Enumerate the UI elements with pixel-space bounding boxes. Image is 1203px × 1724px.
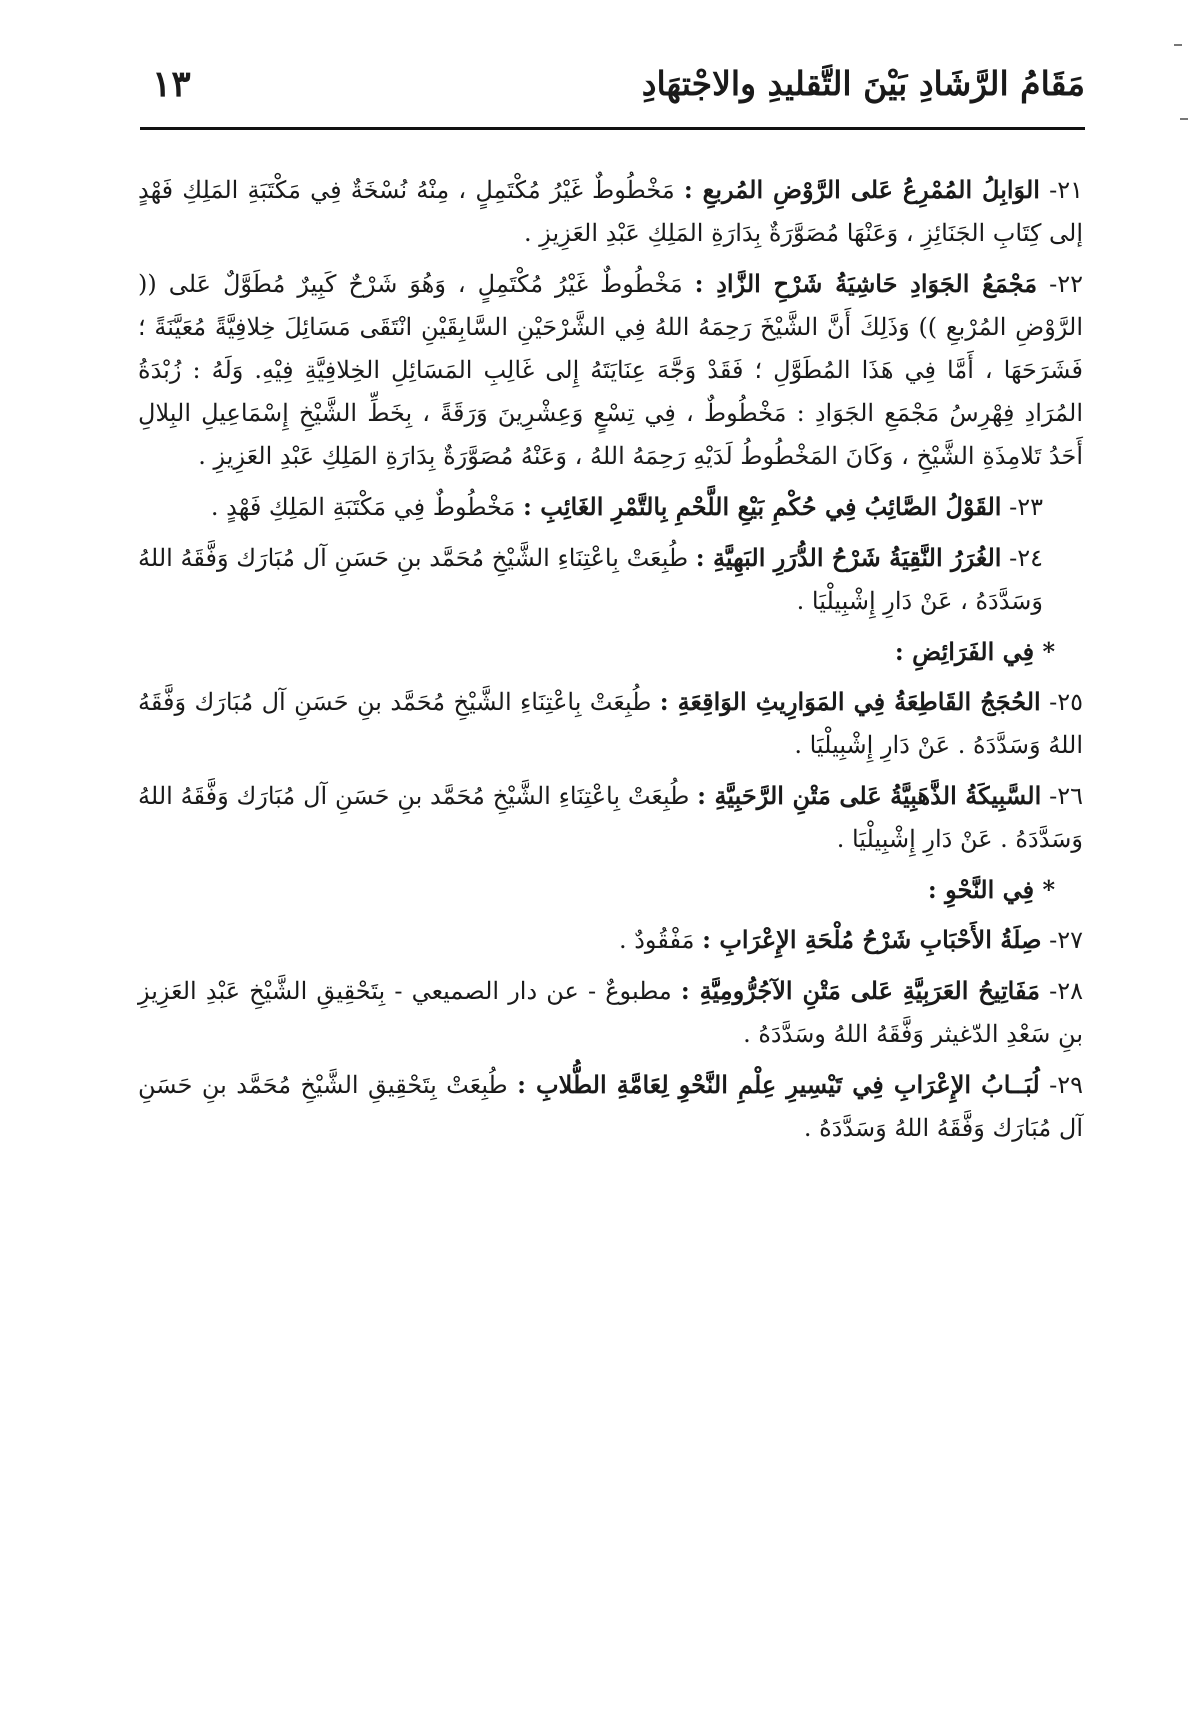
bibliography-entry [138,1063,1083,1150]
entry-description: مَخْطُوطٌ فِي مَكْتَبَةِ المَلِكِ فَهْدٍ . [210,493,516,521]
entry-title: الغُرَرُ النَّقِيَةُ شَرْحُ الدُّرَرِ البَهِيَّةِ : [695,543,1002,572]
entry-number: ٢٥- [1049,688,1083,716]
entry-description: مَفْقُودٌ . [618,926,695,954]
page-header [140,56,1085,120]
entry-title: الوَابِلُ المُمْرِعُ عَلى الرَّوْضِ المُربعِ : [683,175,1040,204]
running-title: مَقَامُ الرَّشَادِ بَيْنَ التَّقليدِ والاجْتهَادِ [641,64,1085,103]
bibliography-entry [138,262,1083,478]
entry-title: صِلَةُ الأَحْبَابِ شَرْحُ مُلْحَةِ الإِعْرَابِ : [702,925,1042,954]
entry-description: طُبِعَتْ بِتَحْقِيقِ الشَّيْخِ مُحَمَّد بنِ حَسَنِ آل مُبَارَك وَفَّقَهُ اللهُ وَسَدَّدَهُ . [138,1071,1083,1142]
bibliography-entry [138,774,1083,861]
bibliography-entry [138,680,1083,767]
entry-number: ٢١- [1049,176,1083,204]
section-heading-nahw: * فِي النَّحْوِ : [927,875,1055,904]
entry-title: مَجْمَعُ الجَوَادِ حَاشِيَةُ شَرْحِ الزَّادِ : [694,269,1038,298]
entry-description: طُبِعَتْ بِاعْتِنَاءِ الشَّيْخِ مُحَمَّد بنِ حَسَنِ آل مُبَارَك وَفَّقَهُ اللهُ وَسَدَّدَهُ ، عَنْ دَارِ إِشْبِيلْيَا . [138,544,1043,615]
entry-number: ٢٩- [1049,1071,1083,1099]
entry-number: ٢٣- [1009,493,1043,521]
entry-description: مَخْطُوطٌ غَيْرُ مُكْتَمِلٍ ، مِنْهُ نُسْخَةٌ فِي مَكْتَبَةِ المَلِكِ فَهْدٍ إلى كِتَابِ الجَنَائِزِ ، وَعَنْهَا مُصَوَّرَةٌ بِدَارَةِ المَلِكِ عَبْدِ العَزِيزِ . [138,176,1083,247]
bibliography-entry [138,168,1083,255]
page-number: ١٣ [152,63,191,105]
entry-number: ٢٦- [1049,782,1083,810]
bibliography-entry [138,536,1083,623]
entry-description: مَخْطُوطٌ غَيْرُ مُكْتَمِلٍ ، وَهُوَ شَرْحٌ كَبِيرٌ مُطَوَّلٌ عَلى (( الرَّوْضِ المُرْبعِ )) وَذَلِكَ أَنَّ الشَّيْخَ رَحِمَهُ اللهُ فِي الشَّرْحَيْنِ السَّابِقَيْنِ انْتَقَى مَسَائِلَ خِلافِيَّةً مُعَيَّنَةً ؛ فَشَرَحَهَا ، أَمَّا فِي هَذَا المُطَوَّلِ ؛ فَقَدْ وَجَّهَ عِنَايَتَهُ إِلى غَالِبِ المَسَائِلِ الخِلافِيَّةِ فِيْهِ. وَلَهُ : زُبْدَةُ المُرَادِ فِهْرِسُ مَجْمَعِ الجَوَادِ : مَخْطُوطٌ ، فِي تِسْعٍ وَعِشْرِينَ وَرَقَةً ، بِخَطِّ الشَّيْخِ إِسْمَاعِيلِ البِلالِ أَحَدُ تَلامِذَةِ الشَّيْخِ ، وَكَانَ المَخْطُوطُ لَدَيْهِ رَحِمَهُ اللهُ ، وَعَنْهُ مُصَوَّرَةٌ بِدَارَةِ المَلِكِ عَبْدِ العَزِيزِ . [138,270,1083,470]
header-rule [140,127,1085,130]
bibliography-entry [138,918,1083,962]
entry-number: ٢٢- [1049,270,1083,298]
entry-description: طُبِعَتْ بِاعْتِنَاءِ الشَّيْخِ مُحَمَّد بنِ حَسَنِ آل مُبَارَك وَفَّقَهُ اللهُ وَسَدَّدَهُ . عَنْ دَارِ إِشْبِيلْيَا . [138,688,1083,759]
bibliography-entry [138,485,1083,529]
section-heading-faraid: * فِي الفَرَائِضِ : [894,637,1055,666]
entry-title: الحُجَجُ القَاطِعَةُ فِي المَوَارِيثِ الوَاقِعَةِ : [659,687,1041,716]
entry-title: مَفَاتِيحُ العَرَبِيَّةِ عَلى مَتْنِ الآجُرُّومِيَّةِ : [680,976,1040,1005]
bibliography-entry [138,969,1083,1056]
entry-title: السَّبِيكَةُ الذَّهَبِيَّةُ عَلى مَتْنِ الرَّحَبِيَّةِ : [697,781,1042,810]
scan-mark [1174,44,1182,46]
entry-title: القَوْلُ الصَّائِبُ فِي حُكْمِ بَيْعِ اللَّحْمِ بِالتَّمْرِ الغَائِبِ : [523,492,1002,521]
entry-number: ٢٧- [1049,926,1083,954]
entry-description: مطبوعٌ - عن دار الصميعي - بِتَحْقِيقِ الشَّيْخِ عَبْدِ العَزِيزِ بنِ سَعْدِ الدّغيثر وَفَّقَهُ اللهُ وسَدَّدَهُ . [138,977,1083,1048]
entry-number: ٢٨- [1049,977,1084,1005]
entry-title: لُبَــابُ الإِعْرَابِ فِي تَيْسِيرِ عِلْمِ النَّحْوِ لِعَامَّةِ الطُّلابِ : [517,1070,1040,1099]
entry-description: طُبِعَتْ بِاعْتِنَاءِ الشَّيْخِ مُحَمَّد بنِ حَسَنِ آل مُبَارَك وَفَّقَهُ اللهُ وَسَدَّدَهُ . عَنْ دَارِ إِشْبِيلْيَا . [138,782,1083,853]
entry-number: ٢٤- [1009,544,1043,572]
main-text [138,168,1083,1157]
scan-mark [1180,118,1188,120]
